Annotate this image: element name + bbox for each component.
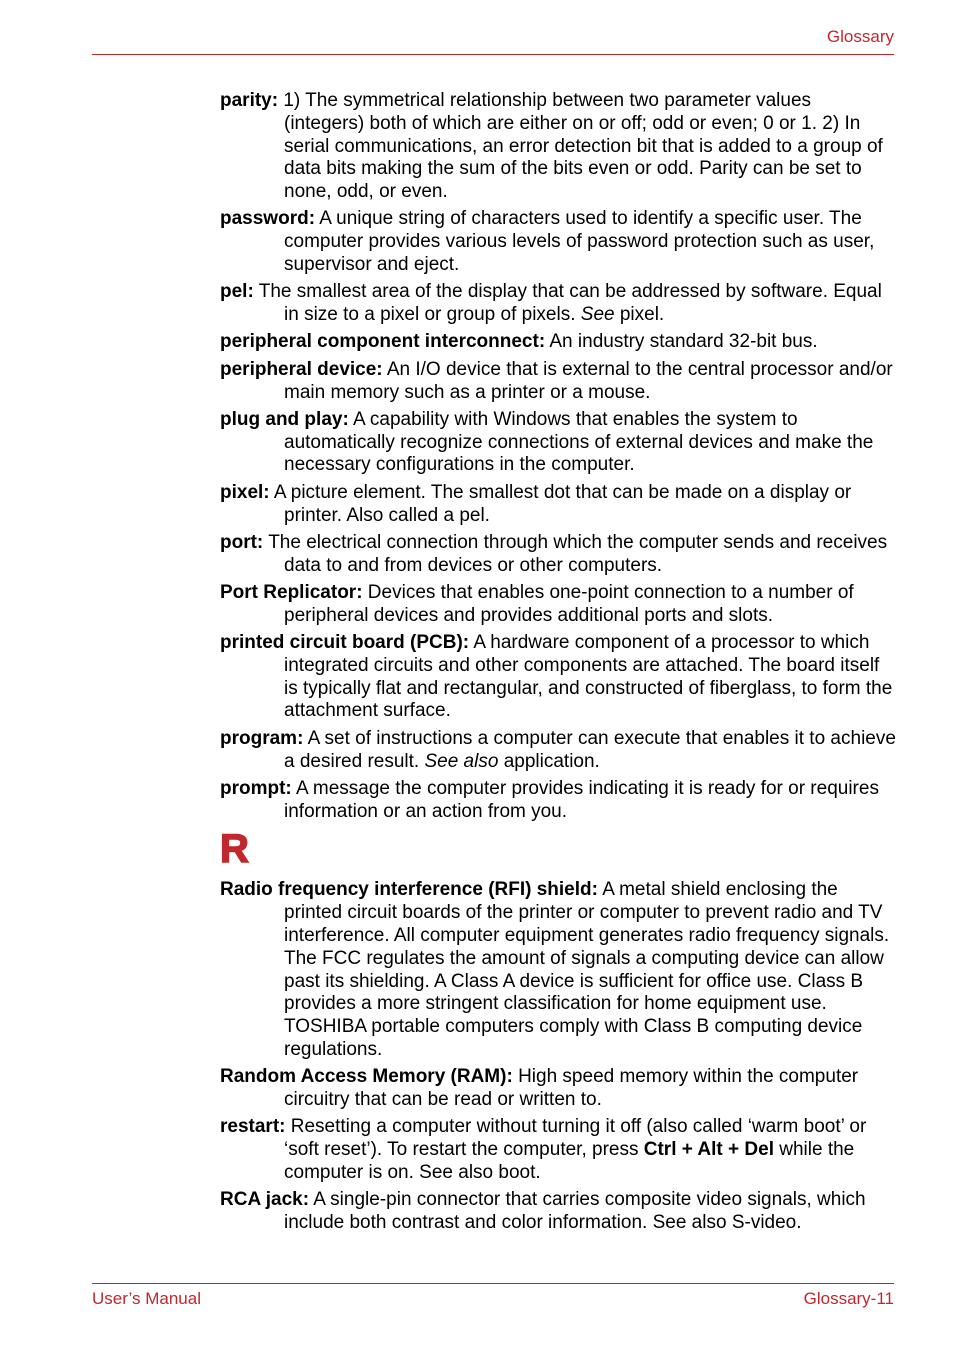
glossary-definition-text: High speed memory within the computer circuitry that can be read or written to. <box>284 1066 859 1111</box>
glossary-definition-text: See also <box>424 750 499 772</box>
footer-page-number: Glossary-11 <box>803 1289 894 1308</box>
glossary-content <box>220 90 896 1239</box>
glossary-entry <box>220 879 896 1061</box>
section-letter-heading: R <box>220 827 249 872</box>
glossary-definition-text: 1) The symmetrical relationship between two parameter values (integers) both of which are either on or off; odd or even; 0 or 1. 2) In serial communications, an error detection bit that is added to a group of data bits making the sum of the bits even or odd. Parity can be set to none, odd, or even. <box>278 90 883 203</box>
glossary-entry <box>220 728 896 774</box>
glossary-term: peripheral device: <box>220 358 383 380</box>
glossary-term: prompt: <box>220 777 292 799</box>
glossary-term: printed circuit board (PCB): <box>220 632 470 654</box>
glossary-entry <box>220 1189 896 1235</box>
glossary-definition-text: A set of instructions a computer can execute that enables it to achieve a desired result. <box>284 727 896 772</box>
glossary-term: Radio frequency interference (RFI) shield: <box>220 879 598 901</box>
glossary-definition-text: application. <box>498 750 600 772</box>
glossary-entry <box>220 532 896 578</box>
glossary-definition-text: while the computer is on. See also boot. <box>284 1139 855 1183</box>
glossary-definition-text: The electrical connection through which the computer sends and receives data to and from devices or other computers. <box>263 531 888 576</box>
glossary-term: restart: <box>220 1116 286 1138</box>
glossary-term: parity: <box>220 90 279 111</box>
glossary-definition-text: A message the computer provides indicating it is ready for or requires information or an action from you. <box>284 777 879 822</box>
glossary-entry <box>220 582 896 628</box>
glossary-entry <box>220 482 896 528</box>
glossary-definition-text: A metal shield enclosing the printed circuit boards of the printer or computer to prevent radio and TV interference. All computer equipment generates radio frequency signals. The FCC regulates the amount of signals a computing device can allow past its shielding. A Class A device is sufficient for office use. Class B provides a more stringent classification for home equipment use. TOSHIBA portable computers comply with Class B computing device regulations. <box>284 879 890 1060</box>
glossary-definition-text: A picture element. The smallest dot that can be made on a display or printer. Also called a pel. <box>269 481 852 526</box>
glossary-entry <box>220 281 896 327</box>
glossary-term: port: <box>220 531 264 553</box>
glossary-definition-text: pixel. <box>614 304 665 326</box>
glossary-entry <box>220 90 896 204</box>
glossary-definition-text: See <box>580 304 615 326</box>
glossary-entry <box>220 632 896 723</box>
footer-rule <box>92 1283 894 1284</box>
glossary-definition-text: An I/O device that is external to the central processor and/or main memory such as a printer or a mouse. <box>284 358 893 403</box>
glossary-term: pixel: <box>220 481 270 503</box>
glossary-term: program: <box>220 727 304 749</box>
glossary-entry <box>220 208 896 276</box>
glossary-definition-text: The smallest area of the display that can be addressed by software. Equal in size to a pixel or group of pixels. <box>253 281 882 326</box>
glossary-term: pel: <box>220 281 254 303</box>
glossary-entry <box>220 1066 896 1112</box>
glossary-term: Port Replicator: <box>220 581 363 603</box>
glossary-term: RCA jack: <box>220 1189 310 1211</box>
glossary-entry <box>220 1116 896 1184</box>
page-header-title: Glossary <box>826 27 894 46</box>
glossary-definition-text: A hardware component of a processor to which integrated circuits and other components are attached. The board itself is typically flat and rectangular, and constructed of fiberglass, to form the attachment surface. <box>284 632 893 722</box>
glossary-definition-text: A unique string of characters used to identify a specific user. The computer provides various levels of password protection such as user, supervisor and eject. <box>284 208 875 276</box>
glossary-term: plug and play: <box>220 408 349 430</box>
glossary-term: password: <box>220 208 316 230</box>
glossary-definition-text: An industry standard 32-bit bus. <box>545 331 818 353</box>
glossary-definition-text: Resetting a computer without turning it off (also called ‘warm boot’ or ‘soft reset’). To restart the computer, press <box>284 1116 867 1161</box>
glossary-list-r <box>220 879 896 1234</box>
glossary-entry <box>220 778 896 824</box>
glossary-term: peripheral component interconnect: <box>220 331 546 353</box>
glossary-definition-text: Ctrl + Alt + Del <box>643 1139 774 1161</box>
header-rule <box>92 54 894 55</box>
glossary-entry <box>220 409 896 477</box>
glossary-definition-text: Devices that enables one-point connection to a number of peripheral devices and provides additional ports and slots. <box>284 581 854 626</box>
glossary-definition-text: A capability with Windows that enables the system to automatically recognize connections of external devices and make the necessary configurations in the computer. <box>284 408 874 476</box>
glossary-definition-text: A single-pin connector that carries composite video signals, which include both contrast and color information. See also S-video. <box>284 1189 866 1234</box>
glossary-entry <box>220 359 896 405</box>
glossary-entry <box>220 331 896 354</box>
glossary-list-p <box>220 90 896 823</box>
glossary-term: Random Access Memory (RAM): <box>220 1066 513 1088</box>
footer-manual-title: User’s Manual <box>92 1289 201 1308</box>
